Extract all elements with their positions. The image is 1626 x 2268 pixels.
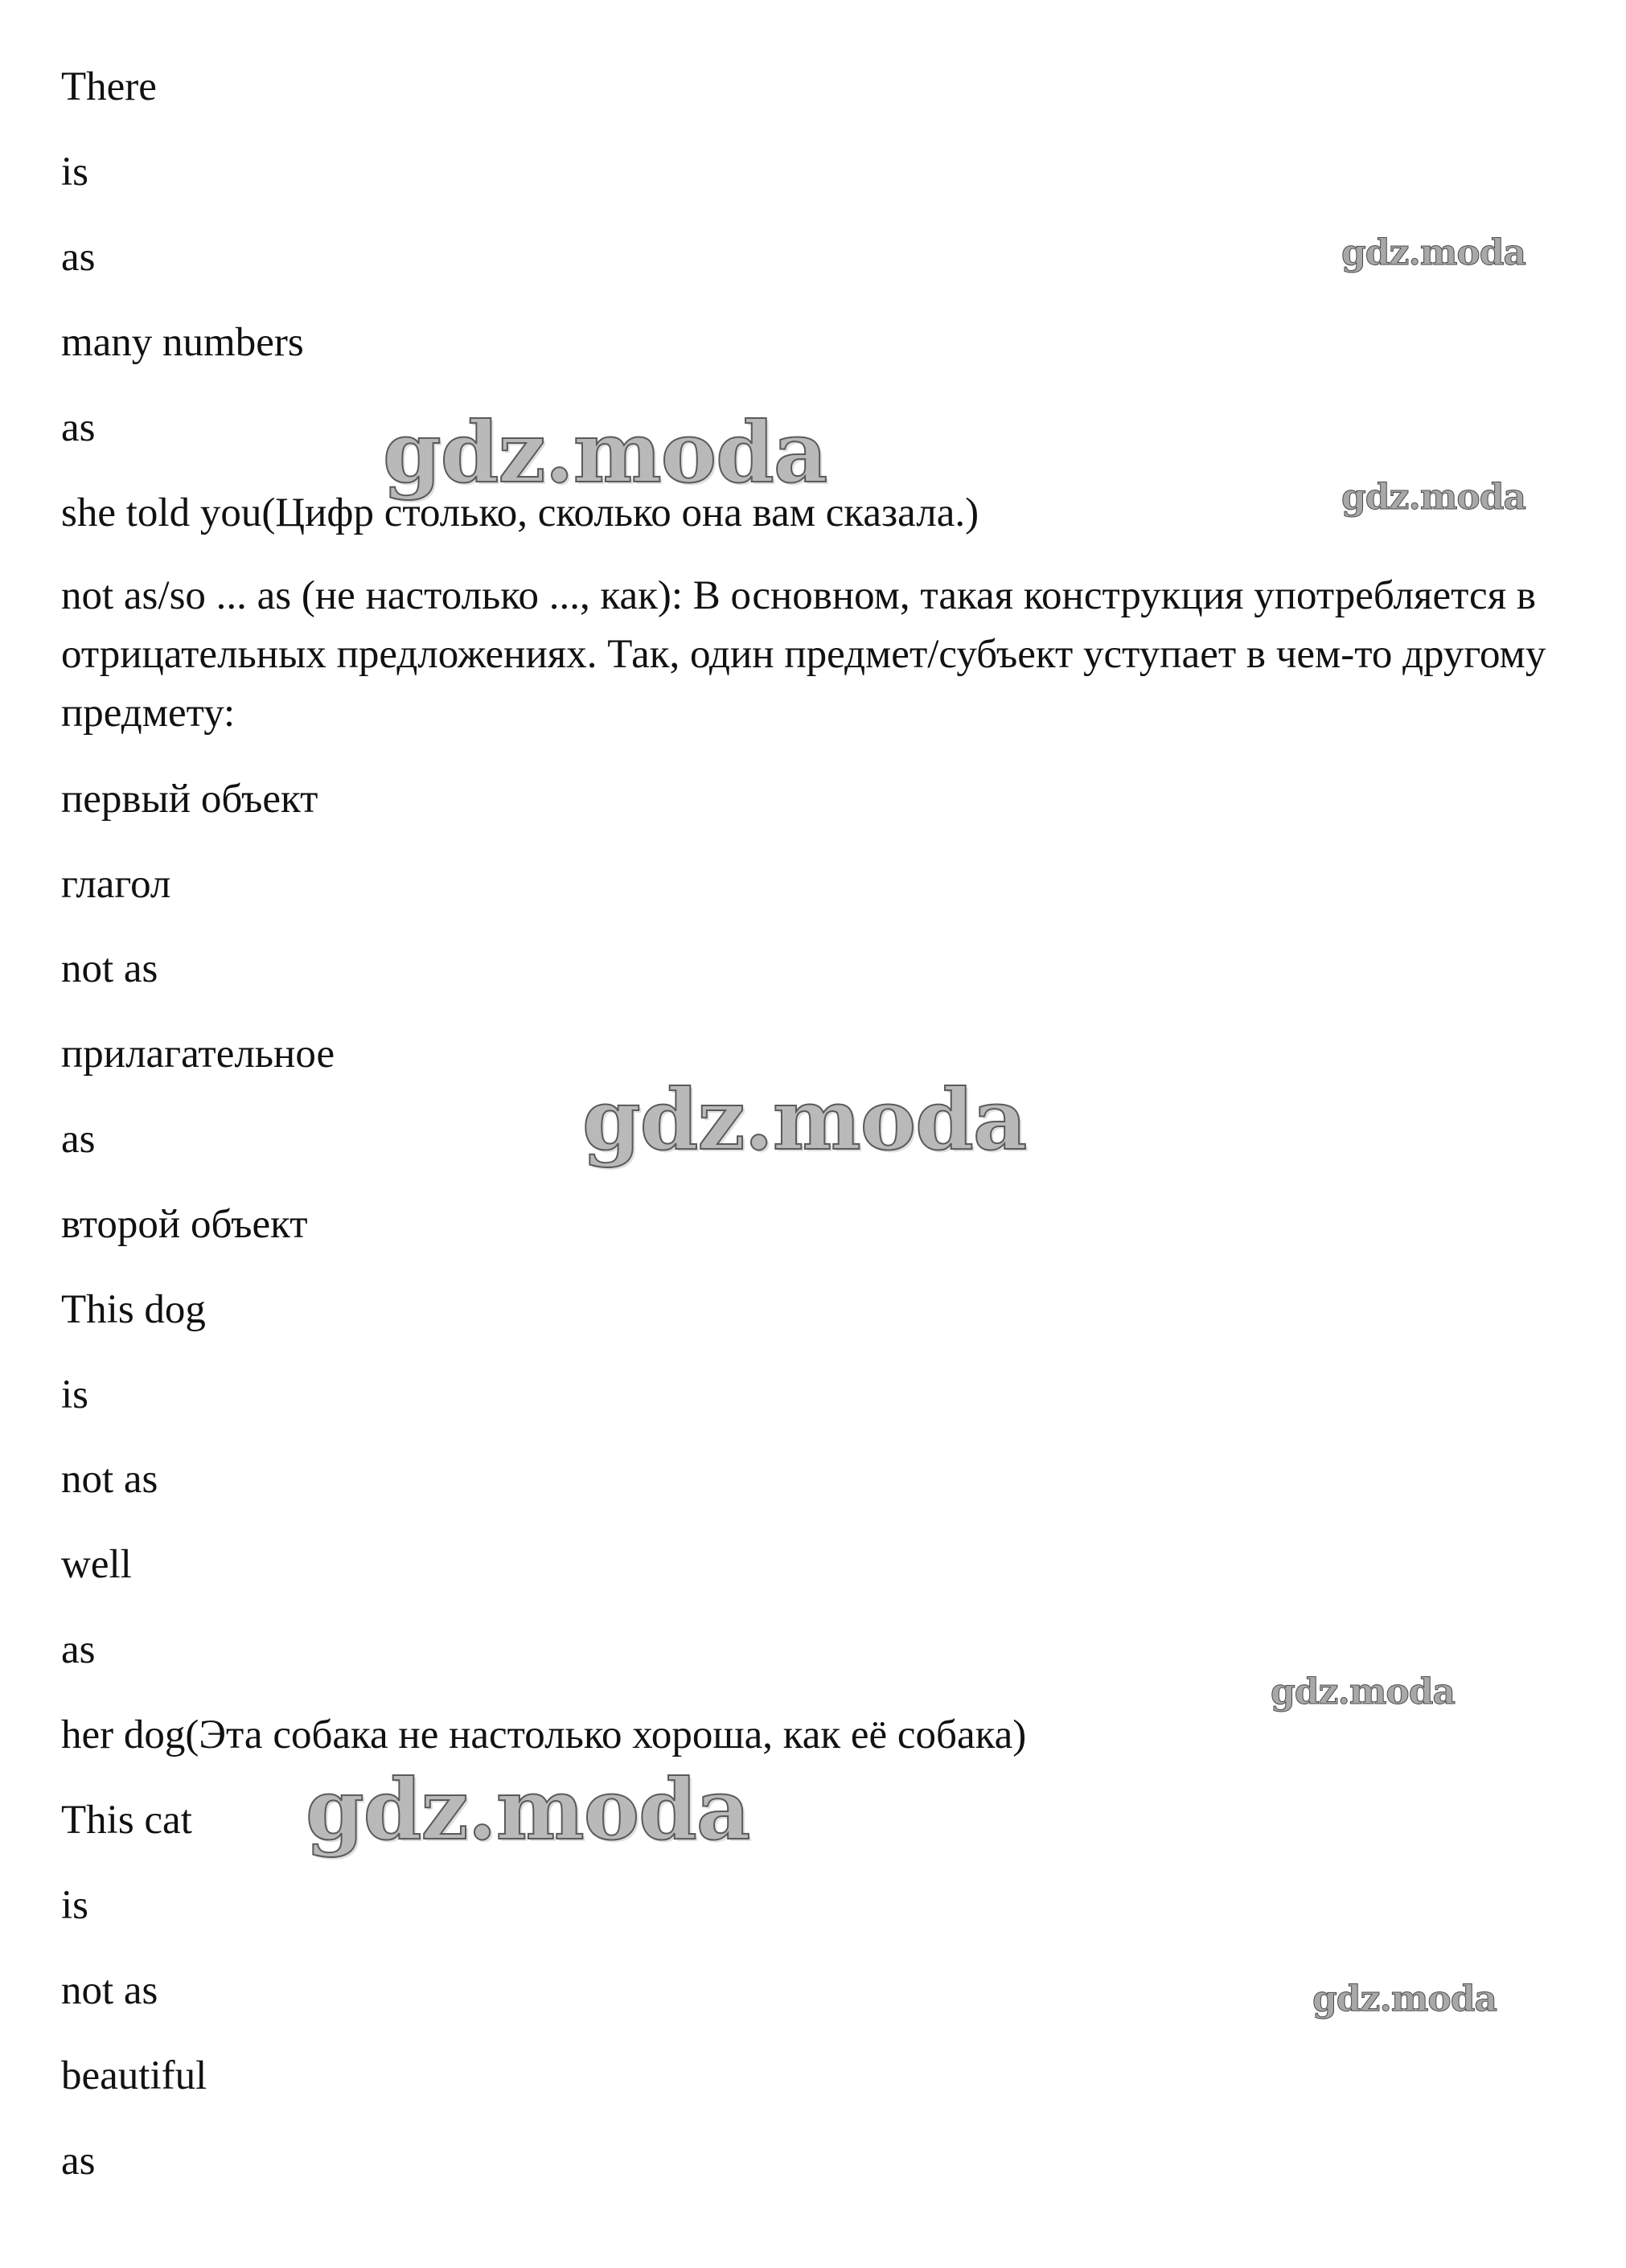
text-line: is: [61, 1372, 89, 1417]
text-line: not as: [61, 1457, 158, 1502]
text-line: many numbers: [61, 320, 304, 365]
watermark-logo: gdz.moda: [306, 1760, 750, 1859]
text-line: her dog(Эта собака не настолько хороша, как её собака): [61, 1712, 1027, 1757]
text-line: beautiful: [61, 2053, 207, 2098]
text-line: as: [61, 1117, 96, 1162]
text-line: второй объект: [61, 1202, 308, 1247]
text-line: well: [61, 1542, 132, 1587]
text-line: not as: [61, 946, 158, 991]
text-line: There: [61, 64, 157, 109]
watermark-logo: gdz.moda: [1341, 232, 1526, 273]
watermark-logo: gdz.moda: [1271, 1671, 1456, 1712]
watermark-logo: gdz.moda: [1341, 477, 1526, 518]
text-line: is: [61, 1883, 89, 1928]
text-line: as: [61, 1627, 96, 1672]
text-line: as: [61, 2139, 96, 2184]
text-line: первый объект: [61, 777, 318, 822]
watermark-logo: gdz.moda: [383, 403, 827, 502]
text-line: This dog: [61, 1287, 206, 1332]
text-line: as: [61, 235, 96, 280]
text-line: This cat: [61, 1798, 192, 1843]
text-line: прилагательное: [61, 1031, 335, 1077]
text-line: she told you(Цифр столько, сколько она вам сказала.): [61, 490, 979, 535]
text-line: is: [61, 150, 89, 195]
watermark-logo: gdz.moda: [582, 1070, 1027, 1169]
text-paragraph: not as/so ... as (не настолько ..., как): В основном, такая конструкция употребляется в отрицательных предложениях. Так, один предмет/субъект уступает в чем-то другому предмету:: [61, 573, 1546, 736]
text-line: глагол: [61, 862, 171, 907]
text-line: not as: [61, 1968, 158, 2013]
watermark-logo: gdz.moda: [1312, 1979, 1497, 2020]
text-line: as: [61, 405, 96, 450]
